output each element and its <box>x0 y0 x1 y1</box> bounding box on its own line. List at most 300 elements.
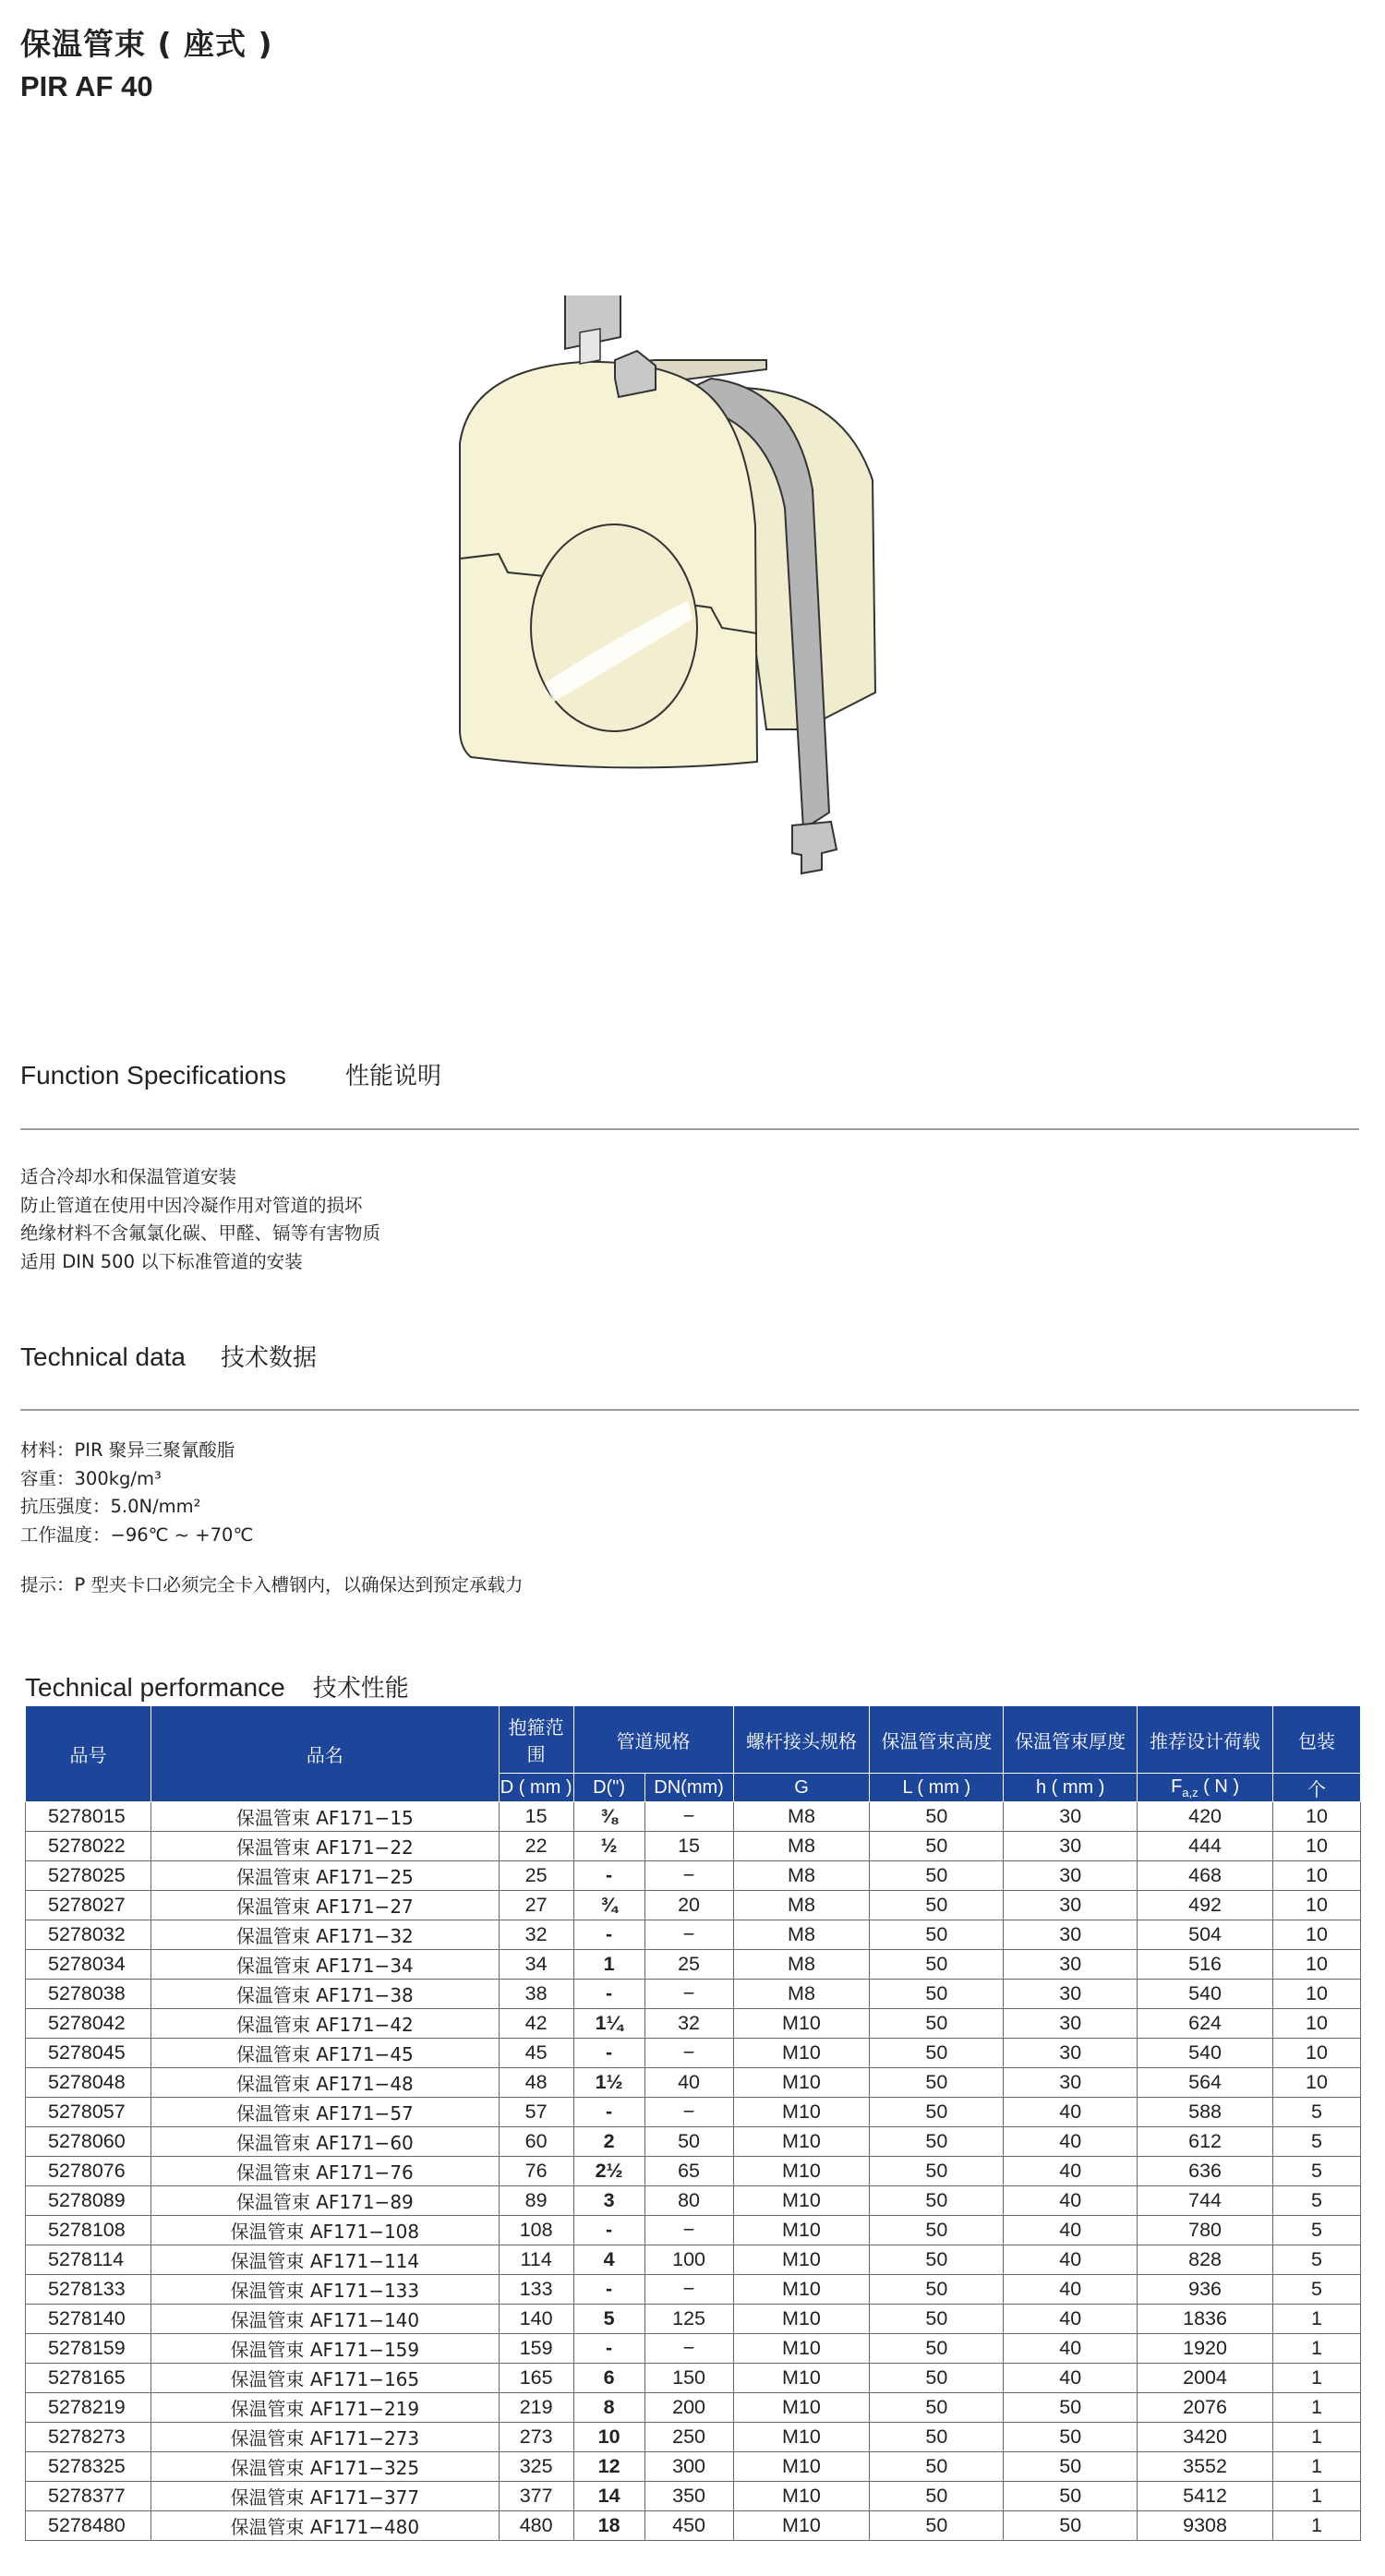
cell-g: M10 <box>733 2364 870 2393</box>
cell-name: 保温管束 AF171−108 <box>151 2216 499 2245</box>
cell-dn: 40 <box>644 2068 733 2098</box>
cell-pack: 5 <box>1273 2275 1361 2305</box>
cell-d-mm: 34 <box>499 1950 573 1980</box>
cell-code: 5278015 <box>26 1802 151 1832</box>
cell-pack: 1 <box>1273 2305 1361 2334</box>
cell-d-inch: - <box>573 2098 644 2127</box>
cell-code: 5278108 <box>26 2216 151 2245</box>
cell-load: 828 <box>1138 2245 1273 2275</box>
cell-l: 50 <box>870 1861 1004 1891</box>
cell-g: M8 <box>733 1832 870 1861</box>
cell-h: 50 <box>1004 2393 1138 2423</box>
cell-pack: 1 <box>1273 2511 1361 2541</box>
cell-dn: − <box>644 1980 733 2009</box>
cell-name: 保温管束 AF171−165 <box>151 2364 499 2393</box>
cell-name: 保温管束 AF171−273 <box>151 2423 499 2452</box>
cell-name: 保温管束 AF171−57 <box>151 2098 499 2127</box>
cell-g: M8 <box>733 1920 870 1950</box>
cell-dn: 150 <box>644 2364 733 2393</box>
cell-d-inch: 2½ <box>573 2157 644 2186</box>
unit-pack: 个 <box>1273 1774 1361 1802</box>
cell-d-inch: - <box>573 1861 644 1891</box>
cell-d-mm: 325 <box>499 2452 573 2482</box>
unit-f-unit: ( N ) <box>1198 1776 1240 1797</box>
cell-d-inch: 5 <box>573 2305 644 2334</box>
cell-pack: 1 <box>1273 2423 1361 2452</box>
cell-g: M8 <box>733 1802 870 1832</box>
technical-note-text: 提示：P 型夹卡口必须完全卡入槽钢内，以确保达到预定承载力 <box>20 1574 524 1595</box>
cell-g: M10 <box>733 2186 870 2216</box>
cell-l: 50 <box>870 2334 1004 2364</box>
cell-h: 40 <box>1004 2186 1138 2216</box>
cell-dn: − <box>644 1802 733 1832</box>
cell-l: 50 <box>870 2216 1004 2245</box>
cell-load: 504 <box>1138 1920 1273 1950</box>
cell-d-inch: 18 <box>573 2511 644 2541</box>
cell-g: M10 <box>733 2127 870 2157</box>
cell-d-inch: 6 <box>573 2364 644 2393</box>
cell-code: 5278325 <box>26 2452 151 2482</box>
cell-g: M10 <box>733 2039 870 2068</box>
technical-data-line: 工作温度：−96℃ ~ +70℃ <box>20 1523 254 1546</box>
cell-name: 保温管束 AF171−27 <box>151 1891 499 1920</box>
cell-dn: 80 <box>644 2186 733 2216</box>
cell-h: 30 <box>1004 1802 1138 1832</box>
cell-name: 保温管束 AF171−45 <box>151 2039 499 2068</box>
cell-load: 636 <box>1138 2157 1273 2186</box>
table-row <box>26 2275 1361 2305</box>
cell-d-inch: 4 <box>573 2245 644 2275</box>
technical-data-line: 抗压强度：5.0N/mm² <box>20 1496 201 1517</box>
cell-d-inch: - <box>573 2275 644 2305</box>
cell-g: M10 <box>733 2216 870 2245</box>
cell-pack: 1 <box>1273 2334 1361 2364</box>
unit-l: L ( mm ) <box>870 1774 1004 1802</box>
cell-g: M10 <box>733 2482 870 2511</box>
cell-name: 保温管束 AF171−114 <box>151 2245 499 2275</box>
function-spec-list <box>20 1163 380 1276</box>
cell-d-inch: - <box>573 1920 644 1950</box>
cell-name: 保温管束 AF171−32 <box>151 1920 499 1950</box>
cell-d-inch: - <box>573 1980 644 2009</box>
cell-l: 50 <box>870 2068 1004 2098</box>
cell-load: 1920 <box>1138 2334 1273 2364</box>
cell-l: 50 <box>870 2127 1004 2157</box>
cell-name: 保温管束 AF171−159 <box>151 2334 499 2364</box>
table-row <box>26 1891 1361 1920</box>
page-title-cn: 保温管束 ( 座式 ) <box>20 26 273 62</box>
cell-d-inch: 10 <box>573 2423 644 2452</box>
cell-d-mm: 140 <box>499 2305 573 2334</box>
table-row <box>26 2423 1361 2452</box>
cell-dn: 32 <box>644 2009 733 2039</box>
cell-code: 5278032 <box>26 1920 151 1950</box>
cell-load: 516 <box>1138 1950 1273 1980</box>
cell-code: 5278027 <box>26 1891 151 1920</box>
cell-d-inch: 2 <box>573 2127 644 2157</box>
cell-code: 5278045 <box>26 2039 151 2068</box>
cell-code: 5278133 <box>26 2275 151 2305</box>
cell-pack: 5 <box>1273 2157 1361 2186</box>
cell-l: 50 <box>870 1802 1004 1832</box>
cell-name: 保温管束 AF171−325 <box>151 2452 499 2482</box>
cell-load: 540 <box>1138 1980 1273 2009</box>
cell-g: M10 <box>733 2098 870 2127</box>
cell-g: M10 <box>733 2245 870 2275</box>
cell-name: 保温管束 AF171−60 <box>151 2127 499 2157</box>
cell-d-mm: 25 <box>499 1861 573 1891</box>
unit-d-mm: D ( mm ) <box>499 1774 573 1802</box>
function-spec-line: 适用 DIN 500 以下标准管道的安装 <box>20 1250 303 1272</box>
cell-dn: 125 <box>644 2305 733 2334</box>
cell-l: 50 <box>870 1950 1004 1980</box>
cell-load: 936 <box>1138 2275 1273 2305</box>
table-row <box>26 2039 1361 2068</box>
cell-l: 50 <box>870 2305 1004 2334</box>
page-title-en: PIR AF 40 <box>20 70 153 102</box>
cell-code: 5278060 <box>26 2127 151 2157</box>
cell-h: 40 <box>1004 2305 1138 2334</box>
cell-name: 保温管束 AF171−219 <box>151 2393 499 2423</box>
cell-h: 30 <box>1004 1861 1138 1891</box>
table-row <box>26 2364 1361 2393</box>
cell-d-mm: 22 <box>499 1832 573 1861</box>
col-header-name: 品名 <box>151 1706 499 1802</box>
cell-d-inch: 3 <box>573 2186 644 2216</box>
cell-dn: 350 <box>644 2482 733 2511</box>
performance-heading <box>25 1669 409 1703</box>
technical-data-list <box>20 1437 253 1549</box>
col-header-clamp-range: 抱箍范围 <box>499 1706 573 1774</box>
table-row <box>26 1980 1361 2009</box>
cell-load: 2004 <box>1138 2364 1273 2393</box>
cell-name: 保温管束 AF171−38 <box>151 1980 499 2009</box>
cell-g: M10 <box>733 2305 870 2334</box>
cell-h: 50 <box>1004 2423 1138 2452</box>
cell-name: 保温管束 AF171−140 <box>151 2305 499 2334</box>
cell-dn: − <box>644 2216 733 2245</box>
col-header-code: 品号 <box>26 1706 151 1802</box>
unit-dn: DN(mm) <box>644 1774 733 1802</box>
divider <box>20 1128 1359 1130</box>
cell-h: 30 <box>1004 1891 1138 1920</box>
technical-data-heading-cn: 技术数据 <box>221 1344 318 1372</box>
cell-pack: 5 <box>1273 2186 1361 2216</box>
cell-d-inch: - <box>573 2216 644 2245</box>
cell-g: M8 <box>733 1891 870 1920</box>
table-row <box>26 2334 1361 2364</box>
table-row <box>26 2009 1361 2039</box>
cell-dn: 300 <box>644 2452 733 2482</box>
cell-pack: 1 <box>1273 2452 1361 2482</box>
unit-h: h ( mm ) <box>1004 1774 1138 1802</box>
table-row <box>26 2393 1361 2423</box>
cell-pack: 1 <box>1273 2482 1361 2511</box>
cell-name: 保温管束 AF171−480 <box>151 2511 499 2541</box>
cell-g: M10 <box>733 2009 870 2039</box>
cell-d-mm: 89 <box>499 2186 573 2216</box>
cell-name: 保温管束 AF171−48 <box>151 2068 499 2098</box>
col-header-height: 保温管束高度 <box>870 1706 1004 1774</box>
cell-dn: − <box>644 2039 733 2068</box>
cell-d-mm: 165 <box>499 2364 573 2393</box>
table-row <box>26 2186 1361 2216</box>
cell-d-inch: 8 <box>573 2393 644 2423</box>
cell-name: 保温管束 AF171−133 <box>151 2275 499 2305</box>
cell-name: 保温管束 AF171−25 <box>151 1861 499 1891</box>
cell-l: 50 <box>870 2039 1004 2068</box>
cell-g: M10 <box>733 2452 870 2482</box>
cell-code: 5278114 <box>26 2245 151 2275</box>
cell-code: 5278038 <box>26 1980 151 2009</box>
cell-code: 5278076 <box>26 2157 151 2186</box>
table-row <box>26 2216 1361 2245</box>
cell-pack: 10 <box>1273 1802 1361 1832</box>
cell-load: 540 <box>1138 2039 1273 2068</box>
cell-g: M10 <box>733 2068 870 2098</box>
cell-name: 保温管束 AF171−42 <box>151 2009 499 2039</box>
cell-d-inch: ¾ <box>573 1891 644 1920</box>
cell-d-inch: 14 <box>573 2482 644 2511</box>
cell-d-mm: 38 <box>499 1980 573 2009</box>
cell-g: M10 <box>733 2511 870 2541</box>
cell-code: 5278273 <box>26 2423 151 2452</box>
cell-code: 5278048 <box>26 2068 151 2098</box>
cell-g: M10 <box>733 2275 870 2305</box>
cell-name: 保温管束 AF171−377 <box>151 2482 499 2511</box>
cell-load: 420 <box>1138 1802 1273 1832</box>
cell-name: 保温管束 AF171−34 <box>151 1950 499 1980</box>
cell-d-mm: 15 <box>499 1802 573 1832</box>
cell-load: 2076 <box>1138 2393 1273 2423</box>
cell-d-mm: 219 <box>499 2393 573 2423</box>
cell-d-mm: 42 <box>499 2009 573 2039</box>
cell-d-mm: 108 <box>499 2216 573 2245</box>
cell-l: 50 <box>870 2452 1004 2482</box>
table-row <box>26 1861 1361 1891</box>
cell-pack: 10 <box>1273 1832 1361 1861</box>
cell-l: 50 <box>870 2186 1004 2216</box>
cell-l: 50 <box>870 2098 1004 2127</box>
cell-l: 50 <box>870 1832 1004 1861</box>
unit-f <box>1138 1774 1273 1802</box>
cell-load: 3420 <box>1138 2423 1273 2452</box>
technical-data-line: 容重：300kg/m³ <box>20 1467 162 1489</box>
cell-h: 30 <box>1004 1950 1138 1980</box>
cell-h: 40 <box>1004 2216 1138 2245</box>
cell-h: 40 <box>1004 2245 1138 2275</box>
cell-dn: 50 <box>644 2127 733 2157</box>
cell-code: 5278034 <box>26 1950 151 1980</box>
cell-d-inch: - <box>573 2334 644 2364</box>
col-header-load: 推荐设计荷载 <box>1138 1706 1273 1774</box>
cell-name: 保温管束 AF171−22 <box>151 1832 499 1861</box>
table-row <box>26 2157 1361 2186</box>
cell-l: 50 <box>870 2393 1004 2423</box>
cell-d-inch: ½ <box>573 1832 644 1861</box>
cell-h: 50 <box>1004 2452 1138 2482</box>
cell-code: 5278377 <box>26 2482 151 2511</box>
function-spec-heading-cn: 性能说明 <box>344 1063 441 1090</box>
cell-pack: 5 <box>1273 2098 1361 2127</box>
table-row <box>26 2511 1361 2541</box>
cell-d-mm: 60 <box>499 2127 573 2157</box>
cell-dn: − <box>644 1861 733 1891</box>
cell-dn: 250 <box>644 2423 733 2452</box>
cell-d-mm: 32 <box>499 1920 573 1950</box>
cell-dn: 65 <box>644 2157 733 2186</box>
cell-code: 5278140 <box>26 2305 151 2334</box>
cell-h: 40 <box>1004 2127 1138 2157</box>
cell-load: 588 <box>1138 2098 1273 2127</box>
cell-pack: 10 <box>1273 1980 1361 2009</box>
pipe-clamp-illustration <box>434 295 914 923</box>
cell-d-mm: 114 <box>499 2245 573 2275</box>
cell-d-inch: - <box>573 2039 644 2068</box>
cell-d-mm: 133 <box>499 2275 573 2305</box>
table-row <box>26 1920 1361 1950</box>
cell-load: 468 <box>1138 1861 1273 1891</box>
table-row <box>26 2452 1361 2482</box>
cell-dn: 100 <box>644 2245 733 2275</box>
function-spec-line: 绝缘材料不含氟氯化碳、甲醛、镉等有害物质 <box>20 1222 381 1244</box>
cell-pack: 5 <box>1273 2127 1361 2157</box>
cell-d-mm: 159 <box>499 2334 573 2364</box>
performance-heading-en: Technical performance <box>25 1673 285 1702</box>
cell-d-mm: 57 <box>499 2098 573 2127</box>
cell-dn: 450 <box>644 2511 733 2541</box>
cell-l: 50 <box>870 1891 1004 1920</box>
cell-l: 50 <box>870 2157 1004 2186</box>
cell-l: 50 <box>870 2364 1004 2393</box>
cell-h: 30 <box>1004 1980 1138 2009</box>
cell-g: M10 <box>733 2393 870 2423</box>
unit-f-sub: a,z <box>1182 1785 1198 1800</box>
cell-g: M8 <box>733 1980 870 2009</box>
table-row <box>26 1950 1361 1980</box>
cell-pack: 10 <box>1273 1920 1361 1950</box>
cell-h: 40 <box>1004 2157 1138 2186</box>
cell-code: 5278480 <box>26 2511 151 2541</box>
cell-d-mm: 27 <box>499 1891 573 1920</box>
cell-dn: 15 <box>644 1832 733 1861</box>
cell-name: 保温管束 AF171−15 <box>151 1802 499 1832</box>
technical-note <box>20 1571 523 1600</box>
cell-pack: 10 <box>1273 2068 1361 2098</box>
table-row <box>26 1802 1361 1832</box>
cell-code: 5278042 <box>26 2009 151 2039</box>
cell-l: 50 <box>870 1980 1004 2009</box>
function-spec-line: 适合冷却水和保温管道安装 <box>20 1166 237 1187</box>
cell-load: 1836 <box>1138 2305 1273 2334</box>
cell-d-mm: 45 <box>499 2039 573 2068</box>
cell-h: 40 <box>1004 2334 1138 2364</box>
cell-code: 5278219 <box>26 2393 151 2423</box>
cell-load: 444 <box>1138 1832 1273 1861</box>
cell-code: 5278165 <box>26 2364 151 2393</box>
cell-h: 30 <box>1004 2039 1138 2068</box>
cell-pack: 10 <box>1273 1891 1361 1920</box>
cell-d-mm: 273 <box>499 2423 573 2452</box>
technical-data-line: 材料：PIR 聚异三聚氰酸脂 <box>20 1439 235 1461</box>
cell-g: M8 <box>733 1861 870 1891</box>
technical-data-heading-en: Technical data <box>20 1342 187 1371</box>
cell-h: 40 <box>1004 2364 1138 2393</box>
col-header-bolt: 螺杆接头规格 <box>733 1706 870 1774</box>
cell-d-inch: 12 <box>573 2452 644 2482</box>
table-row <box>26 2098 1361 2127</box>
cell-pack: 10 <box>1273 2009 1361 2039</box>
function-spec-line: 防止管道在使用中因冷凝作用对管道的损坏 <box>20 1194 363 1216</box>
cell-d-mm: 480 <box>499 2511 573 2541</box>
cell-l: 50 <box>870 1920 1004 1950</box>
function-spec-heading-en: Function Specifications <box>20 1061 286 1089</box>
cell-pack: 5 <box>1273 2245 1361 2275</box>
cell-l: 50 <box>870 2423 1004 2452</box>
cell-code: 5278159 <box>26 2334 151 2364</box>
cell-dn: 25 <box>644 1950 733 1980</box>
cell-h: 30 <box>1004 1832 1138 1861</box>
cell-dn: − <box>644 1920 733 1950</box>
table-header-row <box>26 1706 1361 1774</box>
cell-d-mm: 76 <box>499 2157 573 2186</box>
cell-d-mm: 377 <box>499 2482 573 2511</box>
unit-d-inch: D(") <box>573 1774 644 1802</box>
function-spec-heading <box>20 1057 441 1091</box>
cell-l: 50 <box>870 2275 1004 2305</box>
col-header-pack: 包装 <box>1273 1706 1361 1774</box>
cell-load: 9308 <box>1138 2511 1273 2541</box>
cell-g: M10 <box>733 2334 870 2364</box>
cell-h: 30 <box>1004 2009 1138 2039</box>
cell-name: 保温管束 AF171−76 <box>151 2157 499 2186</box>
cell-load: 564 <box>1138 2068 1273 2098</box>
cell-load: 744 <box>1138 2186 1273 2216</box>
performance-table <box>25 1705 1361 2541</box>
cell-dn: 200 <box>644 2393 733 2423</box>
table-row <box>26 2305 1361 2334</box>
unit-f-main: F <box>1171 1776 1183 1797</box>
divider <box>20 1409 1359 1411</box>
cell-load: 3552 <box>1138 2452 1273 2482</box>
table-row <box>26 2127 1361 2157</box>
cell-h: 40 <box>1004 2275 1138 2305</box>
performance-heading-cn: 技术性能 <box>312 1675 409 1703</box>
col-header-thickness: 保温管束厚度 <box>1004 1706 1138 1774</box>
table-row <box>26 2068 1361 2098</box>
cell-h: 50 <box>1004 2482 1138 2511</box>
cell-l: 50 <box>870 2009 1004 2039</box>
cell-dn: − <box>644 2334 733 2364</box>
cell-code: 5278022 <box>26 1832 151 1861</box>
cell-h: 30 <box>1004 1920 1138 1950</box>
cell-pack: 5 <box>1273 2216 1361 2245</box>
cell-dn: − <box>644 2098 733 2127</box>
unit-g: G <box>733 1774 870 1802</box>
cell-h: 50 <box>1004 2511 1138 2541</box>
cell-load: 5412 <box>1138 2482 1273 2511</box>
cell-l: 50 <box>870 2511 1004 2541</box>
cell-g: M8 <box>733 1950 870 1980</box>
cell-code: 5278089 <box>26 2186 151 2216</box>
technical-data-heading <box>20 1339 317 1373</box>
cell-d-inch: 1 <box>573 1950 644 1980</box>
cell-pack: 10 <box>1273 1861 1361 1891</box>
cell-g: M10 <box>733 2423 870 2452</box>
cell-h: 30 <box>1004 2068 1138 2098</box>
cell-d-inch: 1½ <box>573 2068 644 2098</box>
cell-dn: 20 <box>644 1891 733 1920</box>
